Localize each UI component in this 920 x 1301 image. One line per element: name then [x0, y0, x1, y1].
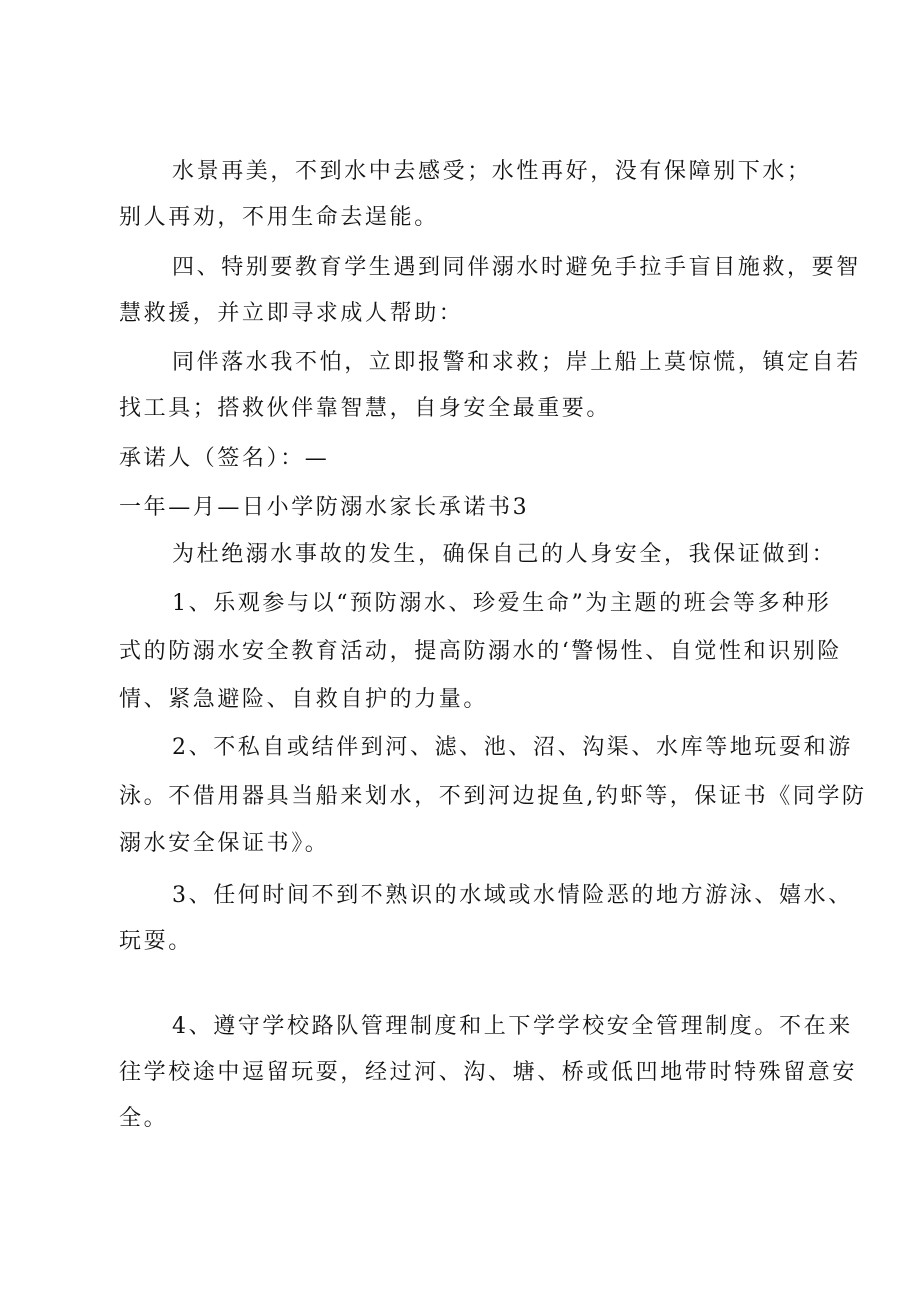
text-line: 慧救援，并立即寻求成人帮助：	[119, 301, 464, 326]
text-line: 2、不私自或结伴到河、滤、池、沼、沟渠、水库等地玩耍和游	[172, 735, 853, 760]
text-line: 情、紧急避险、自救自护的力量。	[119, 687, 489, 712]
text-line: 4、遵守学校路队管理制度和上下学学校安全管理制度。不在来	[172, 1014, 853, 1039]
section-heading: 一年—月—日小学防溺水家长承诺书3	[119, 495, 530, 520]
text-line: 玩耍。	[119, 929, 193, 954]
signature-line: 承诺人（签名）：—	[119, 446, 330, 471]
text-line: 泳。不借用器具当船来划水，不到河边捉鱼,钓虾等，保证书《同学防	[119, 784, 867, 809]
text-line: 1、乐观参与以“预防溺水、珍爱生命”为主题的班会等多种形	[172, 591, 832, 616]
text-line: 为杜绝溺水事故的发生，确保自己的人身安全，我保证做到：	[172, 542, 837, 567]
text-line: 四、特别要教育学生遇到同伴溺水时避免手拉手盲目施救，要智	[172, 255, 861, 280]
text-line: 全。	[119, 1106, 169, 1131]
text-line: 找工具；搭救伙伴靠智慧，自身安全最重要。	[119, 396, 612, 421]
text-line: 同伴落水我不怕，立即报警和求救；岸上船上莫惊慌，镇定自若	[172, 350, 861, 375]
text-line: 溺水安全保证书》。	[119, 831, 330, 856]
text-line: 往学校途中逗留玩耍，经过河、沟、塘、桥或低凹地带时特殊留意安	[119, 1060, 858, 1085]
text-line: 别人再劝，不用生命去逞能。	[119, 205, 439, 230]
text-line: 水景再美，不到水中去感受；水性再好，没有保障别下水；	[172, 159, 812, 184]
text-line: 3、任何时间不到不熟识的水域或水情险恶的地方游泳、嬉水、	[172, 883, 853, 908]
text-line: 式的防溺水安全教育活动，提高防溺水的‘警惕性、自觉性和识别险	[119, 639, 842, 664]
